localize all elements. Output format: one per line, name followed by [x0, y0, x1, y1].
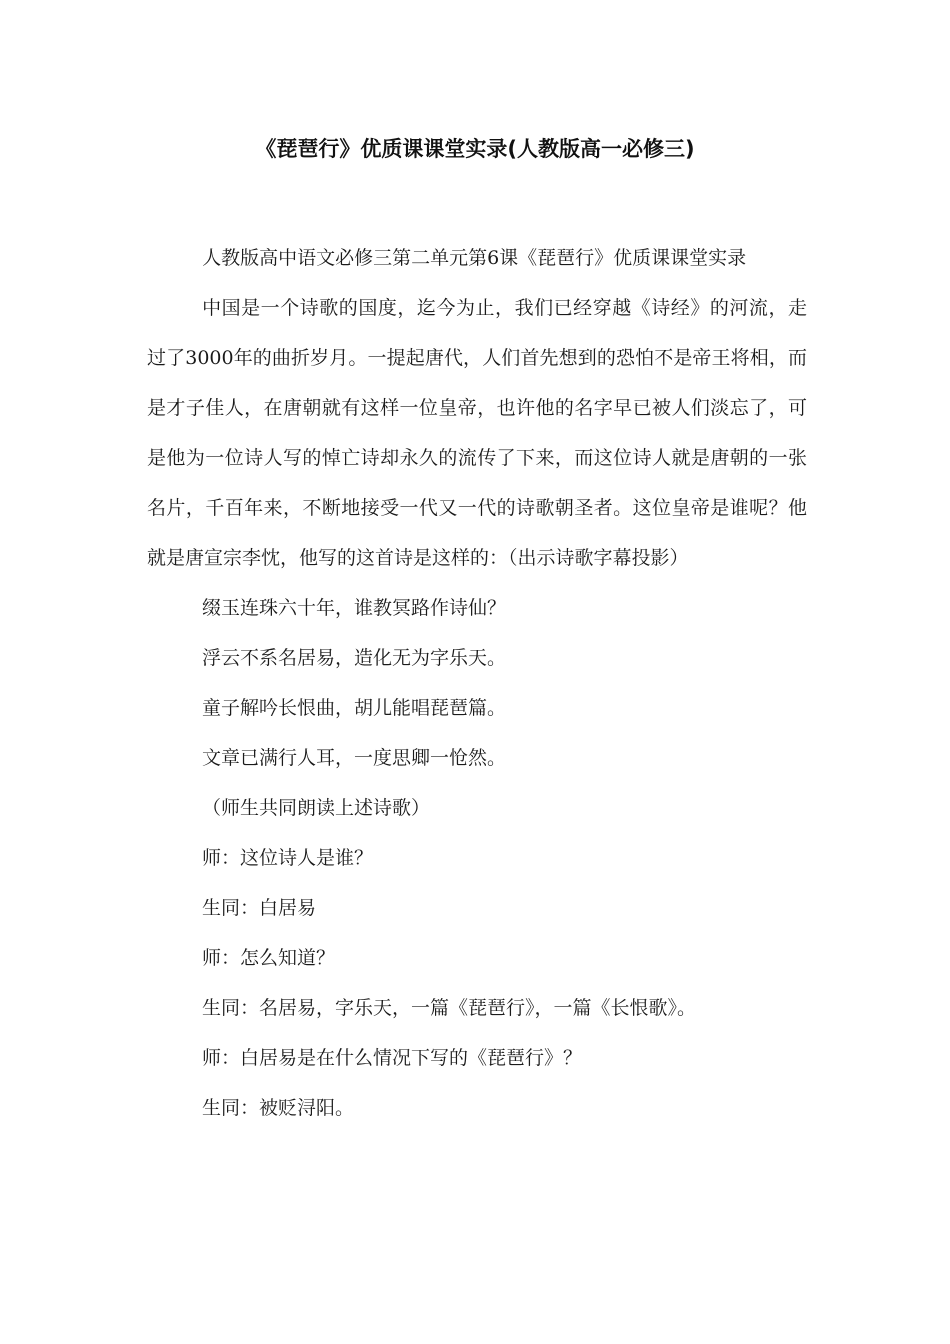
dialogue-line-teacher-1: 师：这位诗人是谁？ [202, 847, 374, 869]
dialogue-line-teacher-3: 师：白居易是在什么情况下写的《琵琶行》？ [202, 1047, 583, 1069]
dialogue-line-students-3: 生同：被贬浔阳。 [202, 1097, 355, 1119]
poem-line-3: 童子解吟长恨曲，胡儿能唱琵琶篇。 [202, 697, 507, 719]
poem-line-2: 浮云不系名居易，造化无为字乐天。 [202, 647, 507, 669]
dialogue-line-students-1: 生同：白居易 [202, 897, 317, 919]
opening-paragraph: 中国是一个诗歌的国度，迄今为止，我们已经穿越《诗经》的河流，走过了3000年的曲折岁月。一提起唐代，人们首先想到的恐怕不是帝王将相，而是才子佳人，在唐朝就有这样一位皇帝，也许他的名字早已被人们淡忘了，可是他为一位诗人写的悼亡诗却永久的流传了下来，而这位诗人就是唐朝的一张名片，千百年来，不断地接受一代又一代的诗歌朝圣者。这位皇帝是谁呢？他就是唐宣宗李忱，他写的这首诗是这样的：（出示诗歌字幕投影） [147, 297, 807, 569]
dialogue-line-teacher-2: 师：怎么知道？ [202, 947, 336, 969]
page-title: 《琵琶行》优质课课堂实录(人教版高一必修三) [255, 137, 695, 161]
document-body [147, 233, 807, 1133]
poem-line-4: 文章已满行人耳，一度思卿一怆然。 [202, 747, 507, 769]
dialogue-line-students-2: 生同：名居易，字乐天，一篇《琵琶行》，一篇《长恨歌》。 [202, 997, 697, 1019]
intro-paragraph: 人教版高中语文必修三第二单元第6课《琵琶行》优质课课堂实录 [202, 247, 747, 269]
poem-line-1: 缀玉连珠六十年，谁教冥路作诗仙？ [202, 597, 507, 619]
stage-direction: （师生共同朗读上述诗歌） [202, 797, 431, 819]
